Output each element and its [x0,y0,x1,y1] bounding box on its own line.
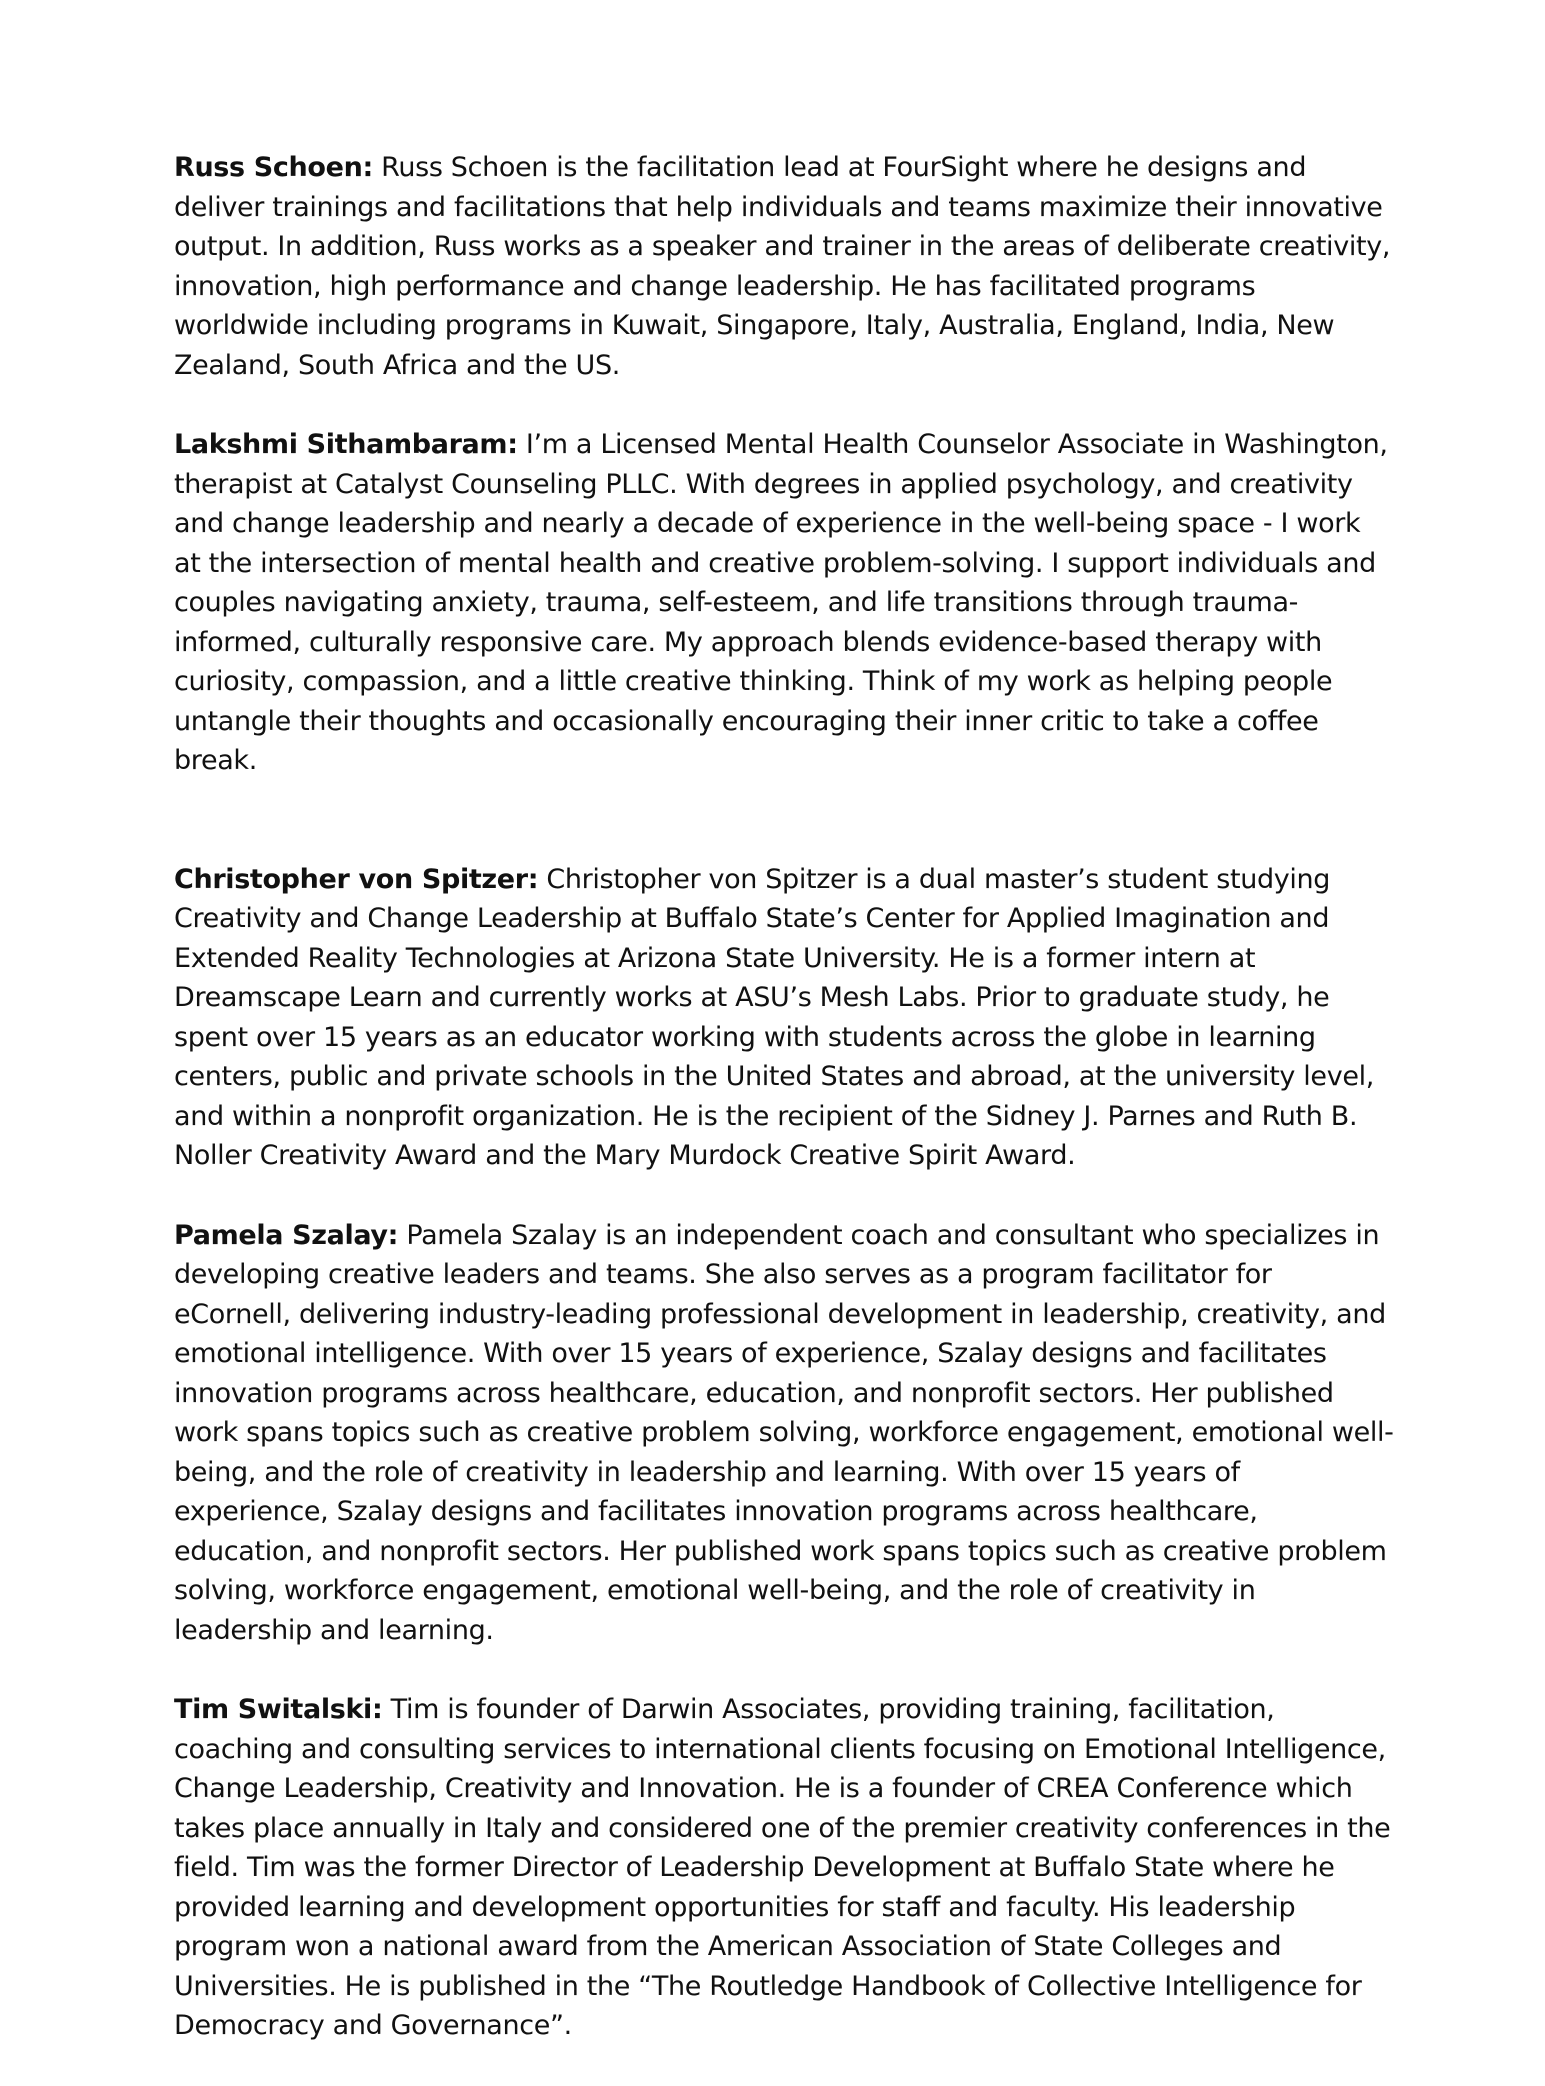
bio-name: Lakshmi Sithambaram: [174,429,518,460]
bio-text: Christopher von Spitzer is a dual master’s student studying Creativity and Change Leadership at Buffalo State’s Center for Applied Imagination and Extended Reality Technologies at Arizona State University. He is a former intern at Dreamscape Learn and currently works at ASU’s Mesh Labs. Prior to graduate study, he spent over 15 years as an educator working with students across the globe in learning centers, public and private schools in the United States and abroad, at the university level, and within a nonprofit organization. He is the recipient of the Sidney J. Parnes and Ruth B. Noller Creativity Award and the Mary Murdock Creative Spirit Award. [174,863,1374,1171]
bio-pamela-szalay [174,1216,1394,1651]
bio-document [174,148,1394,2086]
bio-russ-schoen [174,148,1394,385]
bio-tim-switalski [174,1690,1394,2046]
bio-christopher-von-spitzer [174,860,1394,1176]
bio-text: I’m a Licensed Mental Health Counselor Associate in Washington, therapist at Catalyst Counseling PLLC. With degrees in applied psychology, and creativity and change leadership and nearly a decade of experience in the well-being space - I work at the intersection of mental health and creative problem-solving. I support individuals and couples navigating anxiety, trauma, self-esteem, and life transitions through trauma-informed, culturally responsive care. My approach blends evidence-based therapy with curiosity, compassion, and a little creative thinking. Think of my work as helping people untangle their thoughts and occasionally encouraging their inner critic to take a coffee break. [174,429,1388,776]
bio-lakshmi-sithambaram [174,425,1394,781]
bio-text: Tim is founder of Darwin Associates, providing training, facilitation, coaching and consulting services to international clients focusing on Emotional Intelligence, Change Leadership, Creativity and Innovation. He is a founder of CREA Conference which takes place annually in Italy and considered one of the premier creativity conferences in the field. Tim was the former Director of Leadership Development at Buffalo State where he provided learning and development opportunities for staff and faculty. His leadership program won a national award from the American Association of State Colleges and Universities. He is published in the “The Routledge Handbook of Collective Intelligence for Democracy and Governance”. [174,1694,1391,2041]
bio-text: Pamela Szalay is an independent coach and consultant who specializes in developing creative leaders and teams. She also serves as a program facilitator for eCornell, delivering industry-leading professional development in leadership, creativity, and emotional intelligence. With over 15 years of experience, Szalay designs and facilitates innovation programs across healthcare, education, and nonprofit sectors. Her published work spans topics such as creative problem solving, workforce engagement, emotional well-being, and the role of creativity in leadership and learning. With over 15 years of experience, Szalay designs and facilitates innovation programs across healthcare, education, and nonprofit sectors. Her published work spans topics such as creative problem solving, workforce engagement, emotional well-being, and the role of creativity in leadership and learning. [174,1219,1394,1646]
bio-name: Christopher von Spitzer: [174,863,539,895]
bio-text: Russ Schoen is the facilitation lead at FourSight where he designs and deliver trainings and facilitations that help individuals and teams maximize their innovative output. In addition, Russ works as a speaker and trainer in the areas of deliberate creativity, innovation, high performance and change leadership. He has facilitated programs worldwide including programs in Kuwait, Singapore, Italy, Australia, England, India, New Zealand, South Africa and the US. [174,152,1391,381]
bio-name: Tim Switalski: [174,1694,383,1725]
bio-name: Russ Schoen: [174,152,373,183]
bio-name: Pamela Szalay: [174,1219,399,1251]
